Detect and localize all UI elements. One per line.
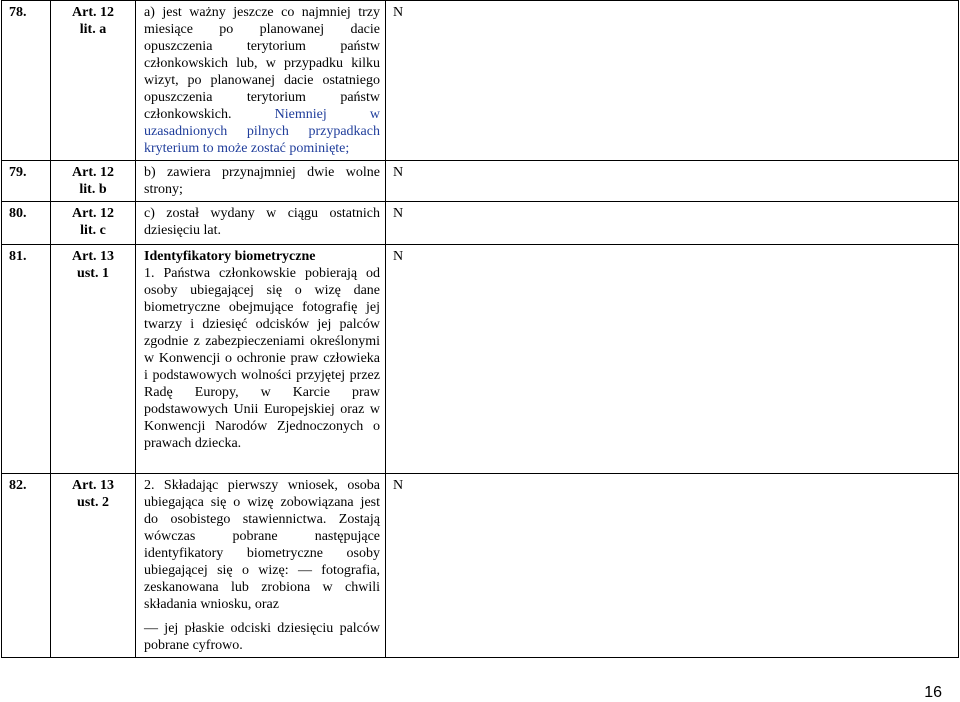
status-flag: N <box>386 202 959 245</box>
table-row <box>2 245 959 474</box>
row-number: 79. <box>2 161 51 202</box>
section-heading: Identyfikatory biometryczne <box>144 249 316 264</box>
table-row <box>2 1 959 161</box>
status-flag: N <box>386 161 959 202</box>
article-reference: Art. 12 lit. a <box>51 1 136 161</box>
status-flag: N <box>386 474 959 658</box>
page-number: 16 <box>924 684 942 701</box>
provision-text: Identyfikatory biometryczne 1. Państwa członkowskie pobierają od osoby ubiegającej się o wizę dane biometryczne obejmujące fotografię jej twarzy i dziesięć odcisków jej palców zgodnie z zabezpieczeniami określonymi w Konwencji o ochronie praw człowieka i podstawowych wolności przyjętej przez Radę Europy, w Karcie praw podstawowych Unii Europejskiej oraz w Konwencji Narodów Zjednoczonych o prawach dziecka. <box>136 245 386 474</box>
row-number: 82. <box>2 474 51 658</box>
transposition-table <box>1 0 959 658</box>
status-flag: N <box>386 245 959 474</box>
provision-text: b) zawiera przynajmniej dwie wolne strony; <box>136 161 386 202</box>
provision-text: c) został wydany w ciągu ostatnich dziesięciu lat. <box>136 202 386 245</box>
article-reference: Art. 13 ust. 2 <box>51 474 136 658</box>
row-number: 78. <box>2 1 51 161</box>
highlighted-text: Niemniej w uzasadnionych pilnych przypadkach kryterium to może zostać pominięte; <box>144 107 380 156</box>
article-reference: Art. 13 ust. 1 <box>51 245 136 474</box>
article-reference: Art. 12 lit. b <box>51 161 136 202</box>
provision-text: a) jest ważny jeszcze co najmniej trzy miesiące po planowanej dacie opuszczenia terytorium państw członkowskich lub, w przypadku kilku wizyt, po planowanej dacie ostatniego opuszczenia terytorium państw członkowskich. Niemniej w uzasadnionych pilnych przypadkach kryterium to może zostać pominięte; <box>136 1 386 161</box>
provision-text: 2. Składając pierwszy wniosek, osoba ubiegająca się o wizę zobowiązana jest do osobistego stawiennictwa. Zostają wówczas pobrane następujące identyfikatory biometryczne osoby ubiegającej się o wizę: — fotografia, zeskanowana lub zrobiona w chwili składania wniosku, oraz — jej płaskie odciski dziesięciu palców pobrane cyfrowo. <box>136 474 386 658</box>
table-row <box>2 474 959 658</box>
article-reference: Art. 12 lit. c <box>51 202 136 245</box>
status-flag: N <box>386 1 959 161</box>
row-number: 80. <box>2 202 51 245</box>
row-number: 81. <box>2 245 51 474</box>
table-row <box>2 161 959 202</box>
table-row <box>2 202 959 245</box>
